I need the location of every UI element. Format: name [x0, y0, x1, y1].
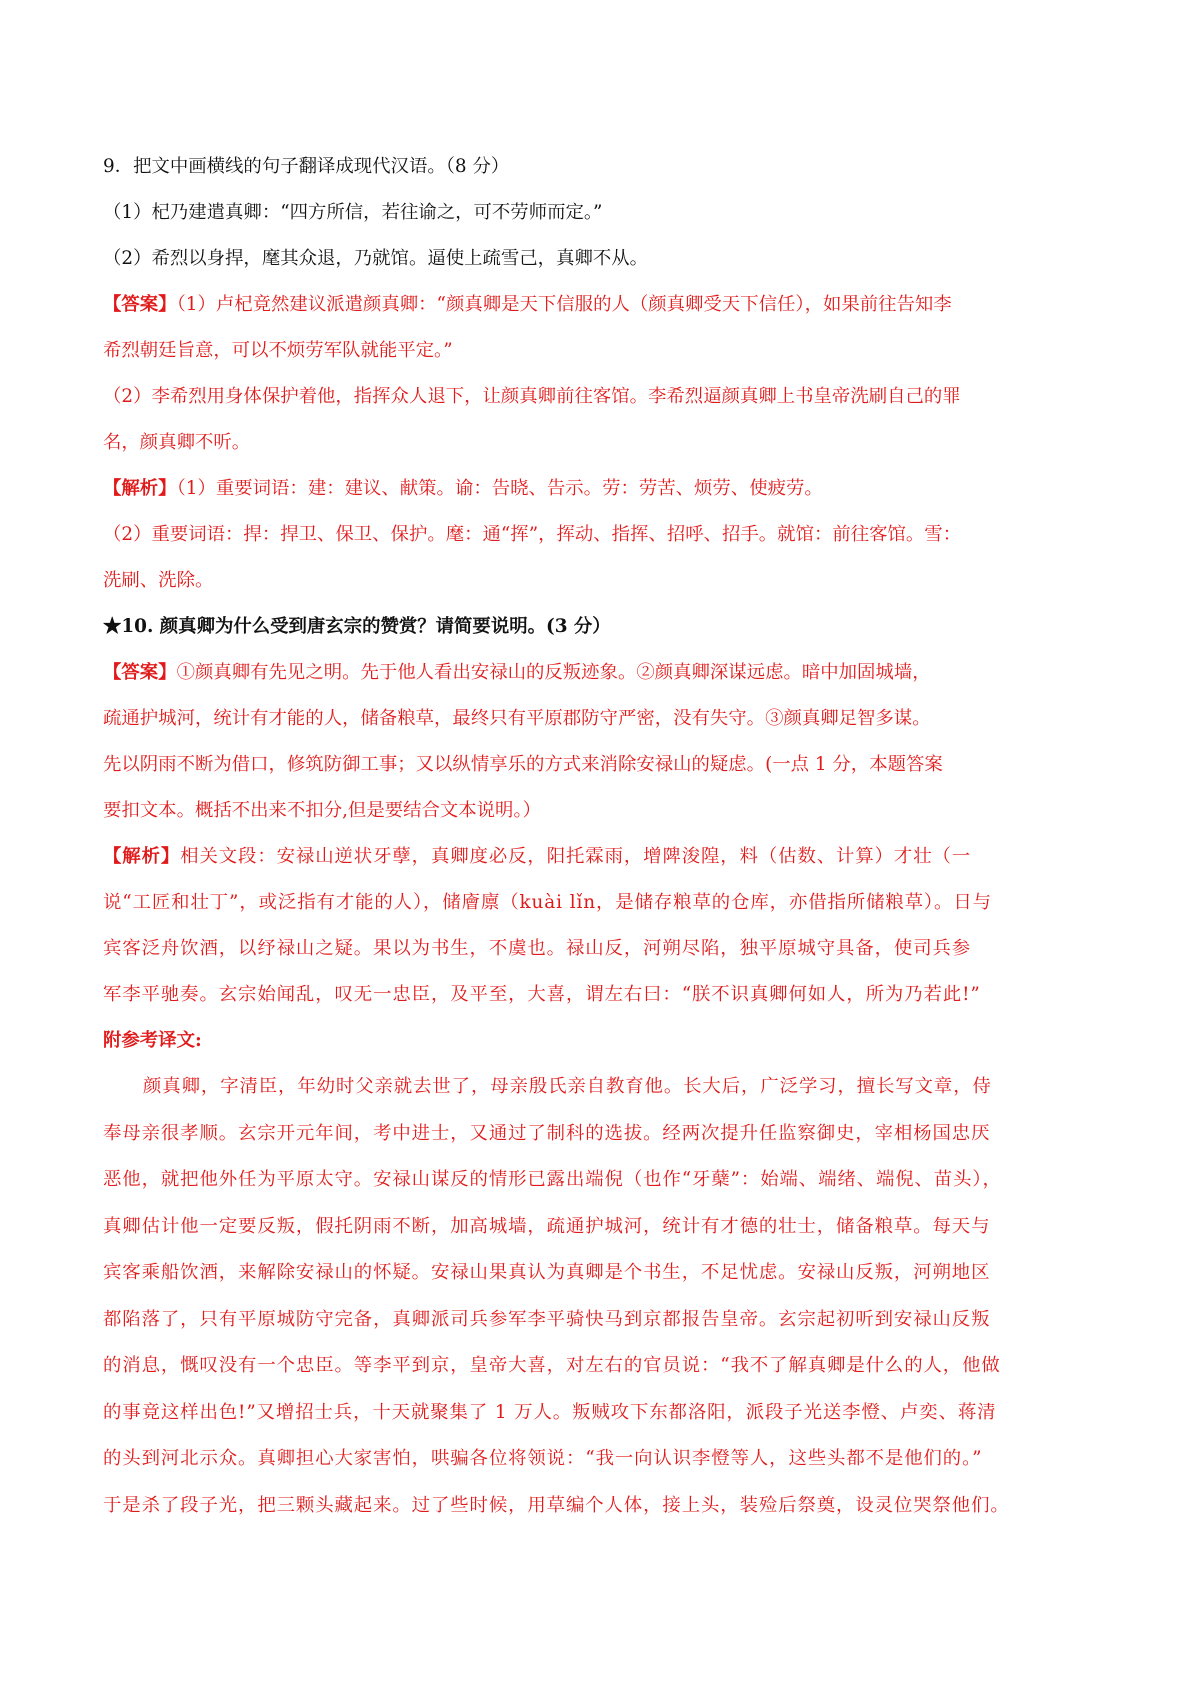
- analysis-tag: 【解析】: [103, 846, 181, 867]
- q9-item-2: （2）希烈以身捍，麾其众退，乃就馆。逼使上疏雪己，真卿不从。: [103, 248, 649, 269]
- q10-answer-line-4: 要扣文本。概括不出来不扣分,但是要结合文本说明。）: [103, 800, 542, 821]
- q10-title: ★10. 颜真卿为什么受到唐玄宗的赞赏？请简要说明。(3 分）: [103, 616, 611, 637]
- q10-answer-line-2: 疏通护城河，统计有才能的人，储备粮草，最终只有平原郡防守严密，没有失守。③颜真卿足智多谋。: [103, 708, 931, 729]
- q9-answer-line-2: 希烈朝廷旨意，可以不烦劳军队就能平定。”: [103, 340, 453, 361]
- q10-analysis-text-1: 相关文段：安禄山逆状牙孽，真卿度必反，阳托霖雨，增陴浚隍，料（估数、计算）才壮（一: [180, 846, 972, 867]
- q9-item-1: （1）杞乃建遣真卿：“四方所信，若往谕之，可不劳师而定。”: [103, 202, 603, 223]
- q9-answer-line-4: 名，颜真卿不听。: [103, 432, 251, 453]
- translation-line-5: 宾客乘船饮酒，来解除安禄山的怀疑。安禄山果真认为真卿是个书生，不足忧虑。安禄山反叛，河朔地区: [103, 1262, 991, 1283]
- q9-analysis-line-3: 洗刷、洗除。: [103, 570, 214, 591]
- translation-line-1: 颜真卿，字清臣，年幼时父亲就去世了，母亲殷氏亲自教育他。长大后，广泛学习，擅长写文章，侍: [143, 1076, 992, 1097]
- q9-analysis-line-2: （2）重要词语：捍：捍卫、保卫、保护。麾：通“挥”，挥动、指挥、招呼、招手。就馆：前往客馆。雪：: [103, 524, 962, 545]
- translation-line-6: 都陷落了，只有平原城防守完备，真卿派司兵参军李平骑快马到京都报告皇帝。玄宗起初听到安禄山反叛: [103, 1308, 991, 1330]
- q9-title: 9．把文中画横线的句子翻译成现代汉语。（8 分）: [103, 156, 510, 177]
- q9-analysis-text-1: （1）重要词语：建：建议、献策。谕：告晓、告示。劳：劳苦、烦劳、使疲劳。: [176, 478, 823, 499]
- translation-line-7: 的消息，慨叹没有一个忠臣。等李平到京，皇帝大喜，对左右的官员说：“我不了解真卿是什么的人，他做: [103, 1355, 1001, 1376]
- translation-line-8: 的事竟这样出色!”又增招士兵，十天就聚集了 1 万人。叛贼攻下东都洛阳，派段子光送李憕、卢奕、蒋清: [103, 1401, 997, 1423]
- answer-tag: 【答案】: [103, 294, 177, 315]
- answer-tag: 【答案】: [103, 662, 177, 683]
- q10-answer-line-1: [103, 650, 1104, 696]
- translation-line-2: 奉母亲很孝顺。玄宗开元年间，考中进士，又通过了制科的选拔。经两次提升任监察御史，宰相杨国忠厌: [103, 1122, 991, 1144]
- q10-analysis-line-2: 说“工匠和壮丁”，或泛指有才能的人），储廥廪（kuài lǐn，是储存粮草的仓库，亦借指所储粮草）。日与: [103, 892, 992, 913]
- q10-analysis-line-3: 宾客泛舟饮酒，以纾禄山之疑。果以为书生，不虞也。禄山反，河朔尽陷，独平原城守具备，使司兵参: [103, 938, 972, 959]
- q10-answer-line-3: 先以阴雨不断为借口，修筑防御工事；又以纵情享乐的方式来消除安禄山的疑虑。(一点 1 分，本题答案: [103, 754, 943, 775]
- q9-answer-text-1: （1）卢杞竟然建议派遣颜真卿：“颜真卿是天下信服的人（颜真卿受天下信任），如果前往告知李: [176, 294, 952, 315]
- translation-line-4: 真卿估计他一定要反叛，假托阴雨不断，加高城墙，疏通护城河，统计有才德的壮士，储备粮草。每天与: [103, 1215, 991, 1237]
- q9-answer-line-1: [103, 282, 1104, 328]
- q10-analysis-line-4: 军李平驰奏。玄宗始闻乱，叹无一忠臣，及平至，大喜，谓左右曰：“朕不识真卿何如人，所为乃若此!”: [103, 984, 981, 1005]
- translation-heading: 附参考译文:: [103, 1030, 202, 1051]
- q9-answer-line-3: （2）李希烈用身体保护着他，指挥众人退下，让颜真卿前往客馆。李希烈逼颜真卿上书皇帝洗刷自己的罪: [103, 386, 961, 407]
- translation-line-10: 于是杀了段子光，把三颗头藏起来。过了些时候，用草编个人体，接上头，装殓后祭奠，设灵位哭祭他们。: [103, 1494, 1010, 1516]
- translation-line-3: 恶他，就把他外任为平原太守。安禄山谋反的情形已露出端倪（也作“牙蘖”：始端、端绪、端倪、苗头），: [103, 1169, 1002, 1190]
- translation-line-9: 的头到河北示众。真卿担心大家害怕，哄骗各位将领说：“我一向认识李憕等人，这些头都不是他们的。”: [103, 1448, 983, 1469]
- q10-analysis-line-1: [103, 834, 1104, 880]
- q10-answer-text-1: ①颜真卿有先见之明。先于他人看出安禄山的反叛迹象。②颜真卿深谋远虑。暗中加固城墙，: [176, 662, 931, 683]
- q9-analysis-line-1: [103, 466, 1104, 512]
- analysis-tag: 【解析】: [103, 478, 177, 499]
